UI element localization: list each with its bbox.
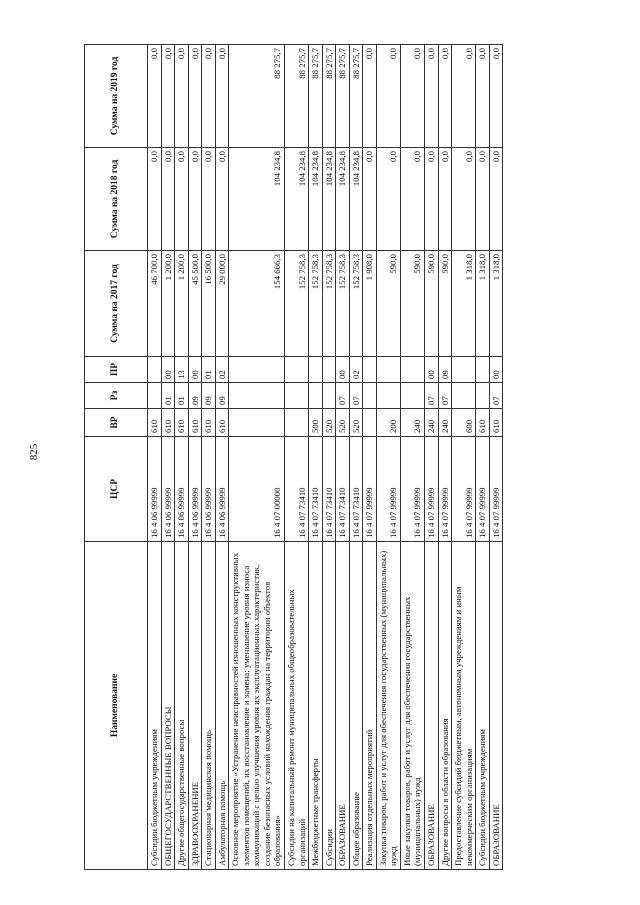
cell-s2017: 152 758,3 xyxy=(349,251,363,357)
cell-s2017: 1 200,0 xyxy=(161,251,175,357)
cell-s2018: 0,0 xyxy=(476,148,490,251)
cell-s2018: 104 234,8 xyxy=(322,148,336,251)
cell-name: Амбулаторная помощь xyxy=(215,542,229,870)
cell-vr: 610 xyxy=(489,409,503,437)
table-row xyxy=(215,45,229,870)
table-row xyxy=(188,45,202,870)
cell-s2017: 590,0 xyxy=(438,251,452,357)
cell-pr: 13 xyxy=(175,357,189,383)
cell-name: Иные закупки товаров, работ и услуг для обеспечения государственных (муниципальных) нужд xyxy=(400,542,424,870)
cell-csr: 16 4 07 73410 xyxy=(309,437,323,542)
header-sum-2018: Сумма на 2018 год xyxy=(85,148,148,251)
cell-vr xyxy=(285,409,309,437)
cell-name: Стационарная медицинская помощь xyxy=(202,542,216,870)
cell-name: Субсидии бюджетным учреждениям xyxy=(148,542,162,870)
rotated-table-container xyxy=(84,45,574,870)
cell-vr: 240 xyxy=(438,409,452,437)
cell-pr xyxy=(376,357,400,383)
cell-s2018: 104 234,8 xyxy=(349,148,363,251)
header-sum-2019: Сумма на 2019 год xyxy=(85,45,148,148)
cell-s2017: 152 758,3 xyxy=(322,251,336,357)
cell-s2019: 0,0 xyxy=(400,45,424,148)
cell-s2019: 88 275,7 xyxy=(229,45,285,148)
cell-pr xyxy=(309,357,323,383)
cell-s2019: 0,0 xyxy=(363,45,377,148)
cell-pr: 02 xyxy=(215,357,229,383)
cell-rz: 07 xyxy=(425,383,439,409)
cell-vr: 240 xyxy=(425,409,439,437)
cell-name: ОБЩЕГОСУДАРСТВЕННЫЕ ВОПРОСЫ xyxy=(161,542,175,870)
cell-pr: 00 xyxy=(336,357,350,383)
table-row xyxy=(336,45,350,870)
header-pr: ПР xyxy=(85,357,148,383)
cell-s2019: 0,0 xyxy=(175,45,189,148)
cell-pr: 00 xyxy=(425,357,439,383)
cell-s2018: 0,0 xyxy=(376,148,400,251)
header-csr: ЦСР xyxy=(85,437,148,542)
cell-s2017: 46 700,0 xyxy=(148,251,162,357)
cell-s2019: 0,0 xyxy=(202,45,216,148)
cell-rz xyxy=(229,383,285,409)
cell-s2019: 88 275,7 xyxy=(349,45,363,148)
cell-pr xyxy=(322,357,336,383)
table-row xyxy=(229,45,285,870)
cell-name: Общее образование xyxy=(349,542,363,870)
cell-csr: 16 4 06 99999 xyxy=(215,437,229,542)
cell-s2017: 152 758,3 xyxy=(285,251,309,357)
page-number: 825 xyxy=(28,443,40,461)
cell-vr: 610 xyxy=(175,409,189,437)
cell-pr xyxy=(285,357,309,383)
cell-pr xyxy=(476,357,490,383)
cell-csr: 16 4 06 99999 xyxy=(188,437,202,542)
cell-s2017: 29 000,0 xyxy=(215,251,229,357)
cell-csr: 16 4 07 99999 xyxy=(489,437,503,542)
cell-s2017: 1 200,0 xyxy=(175,251,189,357)
cell-rz xyxy=(285,383,309,409)
cell-s2019: 0,0 xyxy=(161,45,175,148)
cell-s2018: 0,0 xyxy=(202,148,216,251)
cell-pr xyxy=(400,357,424,383)
cell-s2018: 0,0 xyxy=(215,148,229,251)
cell-rz xyxy=(476,383,490,409)
cell-vr: 500 xyxy=(309,409,323,437)
cell-csr: 16 4 07 99999 xyxy=(376,437,400,542)
table-body xyxy=(148,45,503,870)
cell-name: Предоставление субсидий бюджетным, автономным учреждениям и иным некоммерческим организациям xyxy=(452,542,476,870)
cell-csr: 16 4 07 99999 xyxy=(438,437,452,542)
cell-s2019: 0,0 xyxy=(452,45,476,148)
cell-s2018: 104 234,8 xyxy=(336,148,350,251)
cell-s2018: 0,0 xyxy=(489,148,503,251)
cell-vr: 520 xyxy=(349,409,363,437)
cell-pr xyxy=(363,357,377,383)
cell-rz: 01 xyxy=(175,383,189,409)
cell-s2018: 0,0 xyxy=(148,148,162,251)
cell-rz: 07 xyxy=(438,383,452,409)
cell-s2019: 0,0 xyxy=(489,45,503,148)
cell-rz: 09 xyxy=(202,383,216,409)
cell-csr: 16 4 07 99999 xyxy=(452,437,476,542)
header-vr: ВР xyxy=(85,409,148,437)
cell-rz xyxy=(363,383,377,409)
cell-s2017: 1 908,0 xyxy=(363,251,377,357)
cell-csr: 16 4 07 99999 xyxy=(476,437,490,542)
cell-name: Закупка товаров, работ и услуг для обеспечения государственных (муниципальных) нужд xyxy=(376,542,400,870)
cell-vr: 610 xyxy=(188,409,202,437)
table-row xyxy=(363,45,377,870)
table-row xyxy=(438,45,452,870)
cell-s2017: 1 318,0 xyxy=(452,251,476,357)
cell-s2019: 88 275,7 xyxy=(285,45,309,148)
cell-s2018: 0,0 xyxy=(175,148,189,251)
cell-s2018: 0,0 xyxy=(425,148,439,251)
cell-csr: 16 4 07 99999 xyxy=(363,437,377,542)
cell-pr xyxy=(452,357,476,383)
table-row xyxy=(161,45,175,870)
cell-s2019: 88 275,7 xyxy=(322,45,336,148)
cell-rz: 09 xyxy=(215,383,229,409)
table-row xyxy=(425,45,439,870)
cell-name: Другие общегосударственные вопросы xyxy=(175,542,189,870)
cell-name: Другие вопросы в области образования xyxy=(438,542,452,870)
cell-rz xyxy=(452,383,476,409)
table-header-row xyxy=(85,45,148,870)
cell-csr: 16 4 06 99999 xyxy=(161,437,175,542)
table-row xyxy=(322,45,336,870)
cell-s2018: 104 234,8 xyxy=(285,148,309,251)
cell-s2018: 0,0 xyxy=(161,148,175,251)
cell-s2019: 0,0 xyxy=(215,45,229,148)
cell-rz: 09 xyxy=(188,383,202,409)
cell-csr: 16 4 07 00000 xyxy=(229,437,285,542)
cell-rz xyxy=(309,383,323,409)
cell-pr: 09 xyxy=(438,357,452,383)
cell-s2018: 0,0 xyxy=(452,148,476,251)
cell-rz: 01 xyxy=(161,383,175,409)
cell-s2017: 152 758,3 xyxy=(336,251,350,357)
cell-vr: 610 xyxy=(476,409,490,437)
cell-rz xyxy=(400,383,424,409)
cell-s2017: 590,0 xyxy=(425,251,439,357)
cell-s2017: 590,0 xyxy=(400,251,424,357)
cell-pr: 01 xyxy=(202,357,216,383)
cell-s2017: 1 318,0 xyxy=(476,251,490,357)
cell-vr: 610 xyxy=(202,409,216,437)
cell-name: Субсидии xyxy=(322,542,336,870)
cell-pr xyxy=(229,357,285,383)
cell-vr: 610 xyxy=(161,409,175,437)
cell-s2017: 152 758,3 xyxy=(309,251,323,357)
cell-s2019: 0,0 xyxy=(188,45,202,148)
cell-s2017: 45 500,0 xyxy=(188,251,202,357)
cell-vr: 520 xyxy=(322,409,336,437)
cell-vr: 520 xyxy=(336,409,350,437)
table-row xyxy=(376,45,400,870)
cell-vr: 600 xyxy=(452,409,476,437)
table-row xyxy=(400,45,424,870)
cell-pr xyxy=(148,357,162,383)
cell-name: Реализация отдельных мероприятий xyxy=(363,542,377,870)
cell-rz: 07 xyxy=(489,383,503,409)
table-row xyxy=(175,45,189,870)
cell-name: ОБРАЗОВАНИЕ xyxy=(336,542,350,870)
cell-name: Основное мероприятие «Устранение неисправностей изношенных конструктивных элементов помещений, их восстановление и замена; уменьшение уровня износа коммуникаций с целью улучшения уровня их эксплуатационных характеристик, создание безопасных условий нахождения граждан на территории объектов образования» xyxy=(229,542,285,870)
cell-pr: 02 xyxy=(349,357,363,383)
table-row xyxy=(476,45,490,870)
table-row xyxy=(452,45,476,870)
cell-s2017: 590,0 xyxy=(376,251,400,357)
cell-s2019: 0,0 xyxy=(376,45,400,148)
cell-csr: 16 4 06 99999 xyxy=(175,437,189,542)
cell-csr: 16 4 07 73410 xyxy=(336,437,350,542)
cell-csr: 16 4 07 73410 xyxy=(285,437,309,542)
table-row xyxy=(202,45,216,870)
cell-rz xyxy=(322,383,336,409)
cell-s2019: 0,0 xyxy=(425,45,439,148)
cell-name: Субсидии бюджетным учреждениям xyxy=(476,542,490,870)
cell-csr: 16 4 06 99999 xyxy=(202,437,216,542)
cell-s2018: 0,0 xyxy=(363,148,377,251)
cell-rz xyxy=(376,383,400,409)
cell-rz: 07 xyxy=(349,383,363,409)
header-rz: Рз xyxy=(85,383,148,409)
cell-s2018: 0,0 xyxy=(438,148,452,251)
cell-s2019: 88 275,7 xyxy=(336,45,350,148)
table-row xyxy=(349,45,363,870)
cell-vr: 610 xyxy=(148,409,162,437)
cell-s2017: 16 500,0 xyxy=(202,251,216,357)
cell-vr: 200 xyxy=(376,409,400,437)
cell-name: Субсидии на капитальный ремонт муниципальных общеобразовательных организаций xyxy=(285,542,309,870)
table-row xyxy=(148,45,162,870)
cell-s2019: 0,0 xyxy=(438,45,452,148)
cell-s2019: 0,0 xyxy=(476,45,490,148)
table-row xyxy=(285,45,309,870)
cell-s2019: 88 275,7 xyxy=(309,45,323,148)
cell-csr: 16 4 07 99999 xyxy=(425,437,439,542)
cell-pr: 00 xyxy=(489,357,503,383)
header-name: Наименование xyxy=(85,542,148,870)
table-row xyxy=(309,45,323,870)
cell-pr: 00 xyxy=(188,357,202,383)
cell-name: ОБРАЗОВАНИЕ xyxy=(489,542,503,870)
cell-s2017: 154 666,3 xyxy=(229,251,285,357)
cell-name: Межбюджетные трансферты xyxy=(309,542,323,870)
cell-csr: 16 4 07 73410 xyxy=(322,437,336,542)
cell-name: ЗДРАВООХРАНЕНИЕ xyxy=(188,542,202,870)
cell-vr: 610 xyxy=(215,409,229,437)
cell-s2018: 0,0 xyxy=(400,148,424,251)
table-row xyxy=(489,45,503,870)
cell-s2018: 104 234,8 xyxy=(229,148,285,251)
cell-vr xyxy=(363,409,377,437)
cell-s2018: 104 234,8 xyxy=(309,148,323,251)
cell-s2019: 0,0 xyxy=(148,45,162,148)
cell-rz xyxy=(148,383,162,409)
cell-csr: 16 4 06 99999 xyxy=(148,437,162,542)
cell-name: ОБРАЗОВАНИЕ xyxy=(425,542,439,870)
cell-vr: 240 xyxy=(400,409,424,437)
header-sum-2017: Сумма на 2017 год xyxy=(85,251,148,357)
cell-vr xyxy=(229,409,285,437)
cell-rz: 07 xyxy=(336,383,350,409)
cell-s2017: 1 318,0 xyxy=(489,251,503,357)
cell-pr: 00 xyxy=(161,357,175,383)
cell-csr: 16 4 07 99999 xyxy=(400,437,424,542)
budget-table xyxy=(84,44,503,870)
cell-csr: 16 4 07 73410 xyxy=(349,437,363,542)
cell-s2018: 0,0 xyxy=(188,148,202,251)
